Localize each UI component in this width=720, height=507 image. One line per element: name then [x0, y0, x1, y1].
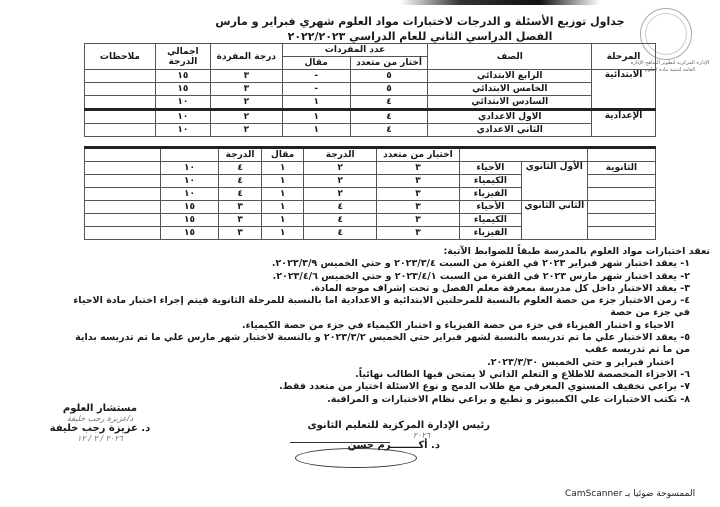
notes-cell [85, 188, 161, 201]
signature-head-of-secondary [270, 420, 490, 451]
table-row [85, 83, 656, 96]
header-stage: المرحلة [592, 44, 656, 70]
signature-stroke [290, 442, 390, 443]
essay-cell: - [282, 70, 350, 83]
item-score-cell: ٢ [210, 124, 282, 137]
rule-item: ٦- الاجزاء المخصصة للاطلاع و التعلم الذاتي لا يمتحن فيها الطالب نهائياً. [355, 368, 690, 380]
essay-cell: - [282, 83, 350, 96]
rule-item: ٨- تكتب الاختبارات علي الكمبيوتر و تطبع و يراعي نظام الاختبارات و المراقبة. [327, 393, 690, 405]
mcq-cell: ٤ [350, 110, 428, 124]
notes-cell [85, 96, 156, 110]
signatory-title: مستشار العلوم [62, 403, 138, 414]
subject-cell: الأحياء [460, 162, 522, 175]
item-score-cell: ٢ [210, 110, 282, 124]
essay-score-cell: ٣ [219, 201, 262, 214]
grade-cell: الأول الثانوي [521, 162, 587, 201]
table-row [85, 110, 656, 124]
header-mcq: اختبار من متعدد [376, 148, 459, 162]
essay-score-cell: ٤ [219, 175, 262, 188]
essay-score-cell: ٤ [219, 162, 262, 175]
notes-cell [85, 201, 161, 214]
signature-scribble [295, 448, 417, 468]
mcq-score-cell: ٤ [304, 214, 376, 227]
essay-cell: ١ [282, 110, 350, 124]
essay-score-cell: ٣ [219, 227, 262, 240]
distribution-table-primary-preparatory [84, 43, 656, 137]
empty-cell [587, 175, 655, 188]
signatory-name: د. أكــــــــرم حسن [347, 440, 440, 451]
header-items-count: عدد المفردات [282, 44, 428, 57]
table-row [85, 96, 656, 110]
notes-cell [85, 70, 156, 83]
essay-cell: ١ [261, 201, 304, 214]
notes-cell [85, 110, 156, 124]
notes-cell [85, 83, 156, 96]
mcq-cell: ٣ [376, 214, 459, 227]
empty-cell [587, 148, 655, 162]
mcq-cell: ٣ [376, 175, 459, 188]
essay-cell: ١ [282, 124, 350, 137]
signatory-name: د. عزيزة رجب خليفة [49, 423, 151, 434]
empty-cell [587, 201, 655, 214]
essay-cell: ١ [261, 188, 304, 201]
subject-cell: الأحياء [460, 201, 522, 214]
rule-item: ٧- يراعي تخفيف المستوي المعرفي مع طلاب الدمج و نوع الاسئلة اختيار من متعدد فقط. [279, 381, 690, 393]
total-cell: ١٥ [160, 227, 219, 240]
essay-score-cell: ٤ [219, 188, 262, 201]
mcq-score-cell: ٤ [304, 227, 376, 240]
document-title [200, 14, 640, 44]
grade-cell: الاول الاعدادي [428, 110, 592, 124]
item-score-cell: ٢ [210, 96, 282, 110]
item-score-cell: ٣ [210, 83, 282, 96]
mcq-score-cell: ٢ [304, 175, 376, 188]
grade-cell: الرابع الابتدائي [428, 70, 592, 83]
notes-cell [85, 175, 161, 188]
notes-cell [85, 227, 161, 240]
header-essay-score: الدرجة [219, 148, 262, 162]
signatory-title: رئيس الإدارة المركزية للتعليم الثانوى [307, 420, 490, 431]
item-score-cell: ٣ [210, 70, 282, 83]
mcq-cell: ٤ [350, 124, 428, 137]
subject-cell: الفيزياء [460, 227, 522, 240]
empty-cell [587, 227, 655, 240]
total-cell: ١٥ [155, 83, 210, 96]
exam-rules [60, 246, 710, 406]
grade-cell: الخامس الابتدائي [428, 83, 592, 96]
mcq-cell: ٣ [376, 162, 459, 175]
notes-cell [85, 162, 161, 175]
grade-cell: الثاني الاعدادي [428, 124, 592, 137]
subject-cell: الكيمياء [460, 175, 522, 188]
total-cell: ١٥ [160, 201, 219, 214]
stage-cell: الابتدائية [592, 70, 656, 110]
mcq-cell: ٣ [376, 188, 459, 201]
empty-cell [460, 148, 588, 162]
total-cell: ١٠ [160, 175, 219, 188]
rule-item: ٢- يعقد اختبار شهر مارس ٢٠٢٣ في الفترة من السبت ٢٠٢٣/٤/١ و حتي الخميس ٢٠٢٣/٤/٦. [272, 270, 690, 282]
mcq-score-cell: ٢ [304, 162, 376, 175]
essay-cell: ١ [282, 96, 350, 110]
header-mcq-score: الدرجة [304, 148, 376, 162]
mcq-cell: ٣ [376, 201, 459, 214]
mcq-cell: ٤ [350, 96, 428, 110]
header-essay: مقال [282, 57, 350, 70]
table-row [85, 201, 656, 214]
rule-item: ١- يعقد اختبار شهر فبراير ٢٠٢٣ في الفترة من السبت ٢٠٢٣/٣/٤ و حتي الخميس ٢٠٢٣/٣/٩. [271, 258, 690, 270]
grade-cell: السادس الابتدائي [428, 96, 592, 110]
rule-item-continuation: الاحياء و اختبار الفيزياء في جزء من حصة الفيزياء و اختبار الكيمياء في جزء من حصة الكيمياء. [242, 319, 674, 331]
total-cell: ١٥ [155, 70, 210, 83]
essay-cell: ١ [261, 162, 304, 175]
handwritten-signature: د/عزيزة رجب خليفة [66, 414, 134, 423]
total-cell: ١٥ [160, 214, 219, 227]
rule-item-continuation: اختبار فبراير و حتي الخميس ٢٠٢٣/٣/٣٠. [487, 356, 674, 368]
essay-cell: ١ [261, 214, 304, 227]
notes-cell [85, 124, 156, 137]
mcq-cell: ٣ [376, 227, 459, 240]
header-notes: ملاحظات [85, 44, 156, 70]
camscanner-watermark: الممسوحة ضوئيا بـ CamScanner [565, 489, 696, 499]
header-mcq: أختار من متعدد [350, 57, 428, 70]
total-cell: ١٠ [160, 188, 219, 201]
scan-edge-shadow [400, 0, 600, 5]
table-row [85, 70, 656, 83]
subject-cell: الكيمياء [460, 214, 522, 227]
total-cell: ١٠ [155, 124, 210, 137]
rule-item: ٤- زمن الاختبار جزء من حصة العلوم بالنسبة للمرحلتين الابتدائية و الاعدادية اما بالنسبة للمرحلة الثانوية فيتم إجراء اختبار مادة الاحياء في جزء من حصة [73, 295, 690, 319]
empty-cell [587, 188, 655, 201]
header-total-score: اجمالي الدرجة [155, 44, 210, 70]
seal-caption: الإدارة المركزية لتطوير المناهج الإدارة العامة لتنمية مادة العلوم [630, 60, 710, 73]
mcq-cell: ٥ [350, 83, 428, 96]
header-item-score: درجة المفردة [210, 44, 282, 70]
subject-cell: الفيزياء [460, 188, 522, 201]
handwritten-date: ٢٠٢٦ [412, 431, 430, 440]
total-cell: ١٠ [155, 110, 210, 124]
essay-score-cell: ٣ [219, 214, 262, 227]
rule-item: ٥- يعقد الاختبار علي ما تم تدريسه بالنسبة لشهر فبراير حتي الخميس ٢٠٢٣/٣/٢ و بالنسبة لاختبار شهر مارس علي ما تم تدريسه بداية من ما تم تدريسه عقب [75, 332, 690, 356]
title-line-2: الفصل الدراسي الثاني للعام الدراسي ٢٠٢٢/٢٠٢٣ [287, 30, 553, 43]
stage-cell: الثانوية [587, 162, 655, 175]
header-grade: الصف [428, 44, 592, 70]
essay-cell: ١ [261, 227, 304, 240]
rule-item: ٣- يعقد الاختبار داخل كل مدرسة بمعرفة معلم الفصل و تحت إشراف موجه المادة. [310, 282, 690, 294]
notes-cell [85, 214, 161, 227]
handwritten-date: ٢٠٢٦ / ٢ / ١٢ [77, 434, 123, 443]
table-row [85, 124, 656, 137]
grade-cell: الثاني الثانوي [521, 201, 587, 240]
empty-cell [160, 148, 219, 162]
mcq-score-cell: ٤ [304, 201, 376, 214]
rules-intro: تعقد اختبارات مواد العلوم بالمدرسة طبقاً للضوابط الآتية: [443, 246, 710, 257]
distribution-table-secondary [84, 146, 656, 240]
stage-cell: الإعدادية [592, 110, 656, 137]
title-line-1: جداول توزيع الأسئلة و الدرجات لاختبارات مواد العلوم شهري فبراير و مارس [215, 15, 625, 28]
empty-cell [85, 148, 161, 162]
total-cell: ١٠ [155, 96, 210, 110]
header-essay: مقال [261, 148, 304, 162]
mcq-cell: ٥ [350, 70, 428, 83]
total-cell: ١٠ [160, 162, 219, 175]
mcq-score-cell: ٢ [304, 188, 376, 201]
table-row [85, 162, 656, 175]
empty-cell [587, 214, 655, 227]
signature-science-advisor [45, 403, 155, 443]
essay-cell: ١ [261, 175, 304, 188]
